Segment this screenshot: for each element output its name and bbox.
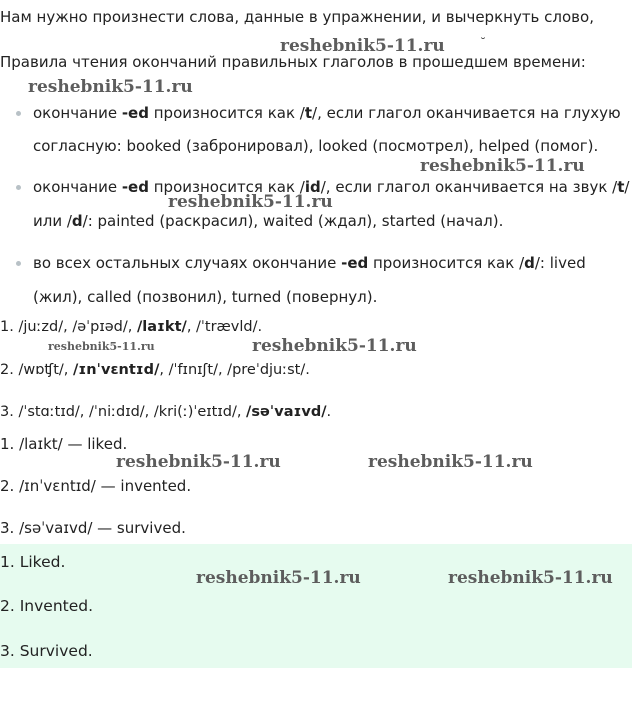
instruction-text: Нам нужно произнести слова, данные в упражнении, и вычеркнуть слово, [0, 8, 594, 26]
watermark: reshebnik5-11.ru [280, 36, 445, 56]
watermark: reshebnik5-11.ru [48, 340, 155, 353]
rule-3-line-2: (жил), called (позвонил), turned (повернул). [33, 288, 378, 306]
rules-title: Правила чтения окончаний правильных глаголов в прошедшем времени: [0, 53, 586, 71]
rule-2-line-1: окончание -ed произносится как /id/, если глагол оканчивается на звук /t/ [33, 178, 630, 196]
rule-3-line-1: во всех остальных случаях окончание -ed произносится как /d/: lived [33, 254, 586, 272]
watermark: reshebnik5-11.ru [28, 77, 193, 97]
transcription-2: 2. /wɒʧt/, /ɪnˈvɛntɪd/, /ˈfɪnɪʃt/, /preˈdjuːst/. [0, 362, 310, 378]
watermark: reshebnik5-11.ru [116, 452, 281, 472]
rule-2-line-2: или /d/: painted (раскрасил), waited (ждал), started (начал). [33, 212, 504, 230]
watermark: reshebnik5-11.ru [252, 336, 417, 356]
rule-1-line-1: окончание -ed произносится как /t/, если глагол оканчивается на глухую [33, 104, 621, 122]
decoded-1: 1. /laɪkt/ — liked. [0, 435, 128, 453]
bullet-icon [16, 111, 21, 116]
transcription-1: 1. /juːzd/, /əˈpɪəd/, /laɪkt/, /ˈtrævld/. [0, 319, 263, 335]
decoded-2: 2. /ɪnˈvɛntɪd/ — invented. [0, 477, 192, 495]
watermark: reshebnik5-11.ru [168, 192, 333, 212]
transcription-3: 3. /ˈstɑːtɪd/, /ˈniːdɪd/, /kri(ː)ˈeɪtɪd/, /səˈvaɪvd/. [0, 404, 332, 420]
answer-box [0, 544, 632, 668]
answer-1: 1. Liked. [0, 553, 66, 571]
breve-mark: ˘ [480, 36, 486, 50]
bullet-icon [16, 261, 21, 266]
watermark: reshebnik5-11.ru [196, 568, 361, 588]
watermark: reshebnik5-11.ru [448, 568, 613, 588]
answer-3: 3. Survived. [0, 642, 93, 660]
decoded-3: 3. /səˈvaɪvd/ — survived. [0, 519, 186, 537]
watermark: reshebnik5-11.ru [420, 156, 585, 176]
answer-2: 2. Invented. [0, 597, 94, 615]
bullet-icon [16, 185, 21, 190]
watermark: reshebnik5-11.ru [368, 452, 533, 472]
rule-1-line-2: согласную: booked (забронировал), looked (посмотрел), helped (помог). [33, 137, 599, 155]
